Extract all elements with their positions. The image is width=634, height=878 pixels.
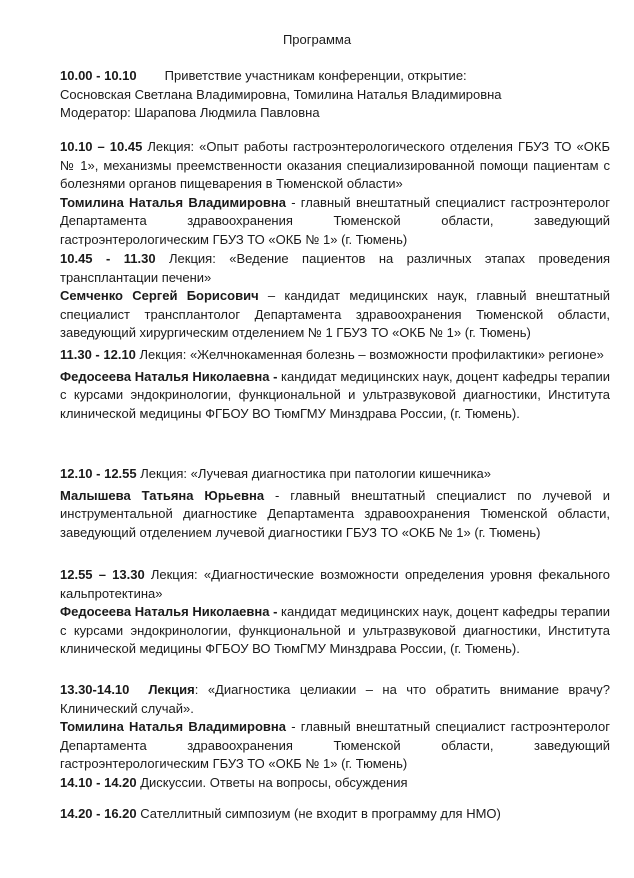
session-opening — [60, 67, 610, 123]
speaker-info: – кандидат медицинских наук, главный внештатный специалист трансплантолог Департамента здравоохранения Тюменской области, заведующий хирургическим отделением № 1 ГБУЗ ТО «ОКБ № 1» (г. Тюмень) — [60, 288, 610, 340]
speaker-info: - главный внештатный специалист по лучевой и инструментальной диагностике Департамента здравоохранения Тюменской области, заведующий отделением лучевой диагностики ГБУЗ ТО «ОКБ № 1» (г. Тюмень) — [60, 487, 610, 540]
session-time: 14.10 - 14.20 — [60, 775, 137, 790]
lecture-line — [60, 465, 610, 484]
session-lecture — [60, 681, 610, 774]
session-time: 12.10 - 12.55 — [60, 466, 137, 481]
speaker-line — [60, 487, 610, 543]
session-lecture — [60, 346, 610, 423]
lecture-line — [60, 566, 610, 603]
speaker-name: Федосеева Наталья Николаевна - — [60, 604, 278, 619]
session-description: Сателлитный симпозиум (не входит в программу для НМО) — [136, 806, 501, 821]
session-time: 11.30 - 12.10 — [60, 347, 136, 362]
speaker-info: кандидат медицинских наук, доцент кафедры терапии с курсами эндокринологии, функциональной и ультразвуковой диагностики, Института клинической медицины ФГБОУ ВО ТюмГМУ Минздрава России, (г. Тюмень). — [60, 368, 610, 421]
lecture-line — [60, 138, 610, 194]
speaker-info: - главный внештатный специалист гастроэнтеролог Департамента здравоохранения Тюменской области, заведующий гастроэнтерологическим ГБУЗ ТО «ОКБ № 1» (г. Тюмень) — [60, 719, 610, 771]
lecture-title: Лекция: «Лучевая диагностика при патологии кишечника» — [136, 466, 492, 481]
lecture-line — [60, 681, 610, 718]
lecture-title: Лекция: «Ведение пациентов на различных этапах проведения трансплантации печени» — [60, 251, 610, 285]
speaker-name: Томилина Наталья Владимировна — [60, 194, 287, 210]
session-time: 10.00 - 10.10 — [60, 68, 137, 83]
lecture-label: Лекция — [148, 682, 195, 697]
speaker-line — [60, 194, 610, 250]
session-time: 14.20 - 16.20 — [60, 806, 137, 821]
session-description: Приветствие участникам конференции, открытие: — [164, 68, 467, 83]
session-lecture — [60, 250, 610, 343]
speaker-line — [60, 718, 610, 774]
session-line — [60, 67, 610, 86]
discussion-line — [60, 774, 610, 793]
speaker-name: Малышева Татьяна Юрьевна — [60, 487, 265, 503]
session-moderator: Модератор: Шарапова Людмила Павловна — [60, 105, 320, 120]
session-time: 10.10 – 10.45 — [60, 139, 143, 154]
lecture-line — [60, 346, 610, 365]
lecture-title: : «Диагностика целиакии – на что обратить внимание врачу? Клинический случай». — [60, 682, 610, 716]
session-lecture — [60, 138, 610, 249]
lecture-title: Лекция: «Опыт работы гастроэнтерологического отделения ГБУЗ ТО «ОКБ № 1», механизмы преемственности оказания специализированной помощи пациентам с болезнями органов пищеварения в Тюменской области» — [60, 139, 610, 191]
lecture-line — [60, 250, 610, 287]
speaker-name: Томилина Наталья Владимировна — [60, 719, 287, 734]
speaker-name: Федосеева Наталья Николаевна - — [60, 368, 278, 384]
session-discussion — [60, 774, 610, 793]
session-time: 10.45 - 11.30 — [60, 251, 156, 266]
speaker-info: - главный внештатный специалист гастроэнтеролог Департамента здравоохранения Тюменской области, заведующий гастроэнтерологическим ГБУЗ ТО «ОКБ № 1» (г. Тюмень) — [60, 194, 610, 247]
session-openers: Сосновская Светлана Владимировна, Томилина Наталья Владимировна — [60, 86, 502, 102]
session-time: 13.30-14.10 — [60, 682, 130, 697]
session-description: Дискуссии. Ответы на вопросы, обсуждения — [136, 775, 408, 790]
page-title: Программа — [282, 32, 352, 47]
speaker-line — [60, 368, 610, 424]
speaker-line — [60, 287, 610, 343]
session-symposium — [60, 805, 610, 824]
symposium-line — [60, 805, 610, 824]
lecture-title: Лекция: «Диагностические возможности определения уровня фекального кальпротектина» — [60, 567, 610, 601]
session-lecture — [60, 465, 610, 542]
session-time: 12.55 – 13.30 — [60, 567, 145, 582]
lecture-title: Лекция: «Желчнокаменная болезнь – возможности профилактики» регионе» — [135, 347, 604, 362]
speaker-name: Семченко Сергей Борисович — [60, 288, 259, 303]
session-lecture — [60, 566, 610, 659]
speaker-line — [60, 603, 610, 659]
speaker-info: кандидат медицинских наук, доцент кафедры терапии с курсами эндокринологии, функциональной и ультразвуковой диагностики, Института клинической медицины ФГБОУ ВО ТюмГМУ Минздрава России, (г. Тюмень). — [60, 604, 610, 656]
